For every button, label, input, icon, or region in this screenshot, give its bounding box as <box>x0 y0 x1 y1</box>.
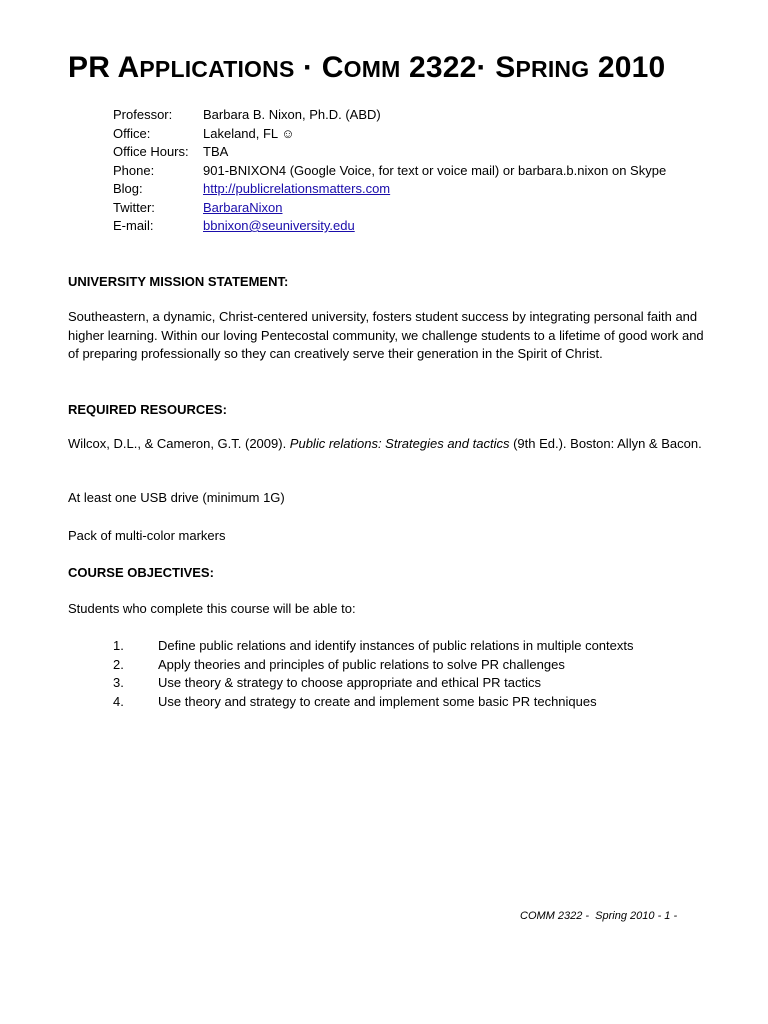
list-number: 4. <box>113 693 124 709</box>
info-value: Lakeland, FL ☺ <box>203 125 295 141</box>
title-part: OMM <box>343 56 401 82</box>
list-text: Use theory and strategy to create and implement some basic PR techniques <box>158 693 597 709</box>
info-row-email <box>113 217 666 236</box>
info-row-office <box>113 125 666 144</box>
info-row-twitter <box>113 199 666 218</box>
resource-book <box>68 435 753 454</box>
list-number: 1. <box>113 638 124 653</box>
info-label: Twitter: <box>113 199 155 215</box>
info-label: Blog: <box>113 181 143 196</box>
mission-text: Southeastern, a dynamic, Christ-centered university, fosters student success by integrating personal faith and higher learning. Within our loving Pentecostal community, we challenge students to a lifetime of good work and of preparing professionally so they can creatively serve their generation in the Spirit of Christ. <box>68 309 704 361</box>
title-part: 2010 <box>589 51 666 84</box>
objectives-heading: COURSE OBJECTIVES: <box>68 565 214 580</box>
page-footer: COMM 2322 - Spring 2010 - 1 - <box>520 910 678 922</box>
title-part: · C <box>294 51 344 84</box>
book-title: Public relations: Strategies and tactics <box>289 436 510 451</box>
contact-info <box>113 106 666 236</box>
info-row-blog <box>113 180 666 199</box>
book-publisher: (9th Ed.). Boston: Allyn & Bacon. <box>509 436 702 451</box>
page-title <box>68 48 665 89</box>
info-label: Professor: <box>113 107 173 122</box>
info-label: E-mail: <box>113 218 154 233</box>
list-item <box>113 637 633 656</box>
objectives-intro: Students who complete this course will be able to: <box>68 601 356 616</box>
info-value: 901-BNIXON4 (Google Voice, for text or voice mail) or barbara.b.nixon on Skype <box>203 162 667 178</box>
list-item <box>113 674 633 693</box>
list-text: Define public relations and identify instances of public relations in multiple contexts <box>158 638 634 653</box>
title-part: 2322· S <box>400 51 516 84</box>
resource-usb: At least one USB drive (minimum 1G) <box>68 490 285 505</box>
info-label: Phone: <box>113 162 155 178</box>
twitter-link[interactable]: BarbaraNixon <box>203 199 283 215</box>
info-row-office-hours <box>113 143 666 162</box>
resource-markers: Pack of multi-color markers <box>68 528 226 543</box>
list-number: 2. <box>113 656 124 672</box>
list-number: 3. <box>113 675 124 690</box>
mission-heading: UNIVERSITY MISSION STATEMENT: <box>68 274 289 289</box>
info-value: Barbara B. Nixon, Ph.D. (ABD) <box>203 107 381 122</box>
objectives-list <box>113 637 633 711</box>
title-part: PRING <box>515 56 590 82</box>
list-item <box>113 693 633 712</box>
info-label: Office: <box>113 125 151 141</box>
info-row-phone <box>113 162 666 181</box>
list-text: Apply theories and principles of public relations to solve PR challenges <box>158 656 565 672</box>
blog-link[interactable]: http://publicrelationsmatters.com <box>203 181 391 196</box>
info-value: TBA <box>203 144 229 159</box>
title-part: PR A <box>68 51 140 84</box>
book-authors: Wilcox, D.L., & Cameron, G.T. (2009). <box>68 436 290 451</box>
list-text: Use theory & strategy to choose appropriate and ethical PR tactics <box>158 675 541 690</box>
info-label: Office Hours: <box>113 144 189 159</box>
info-row-professor <box>113 106 666 125</box>
list-item <box>113 656 633 675</box>
title-part: PPLICATIONS <box>139 56 295 82</box>
email-link[interactable]: bbnixon@seuniversity.edu <box>203 218 355 233</box>
resources-heading: REQUIRED RESOURCES: <box>68 402 227 417</box>
